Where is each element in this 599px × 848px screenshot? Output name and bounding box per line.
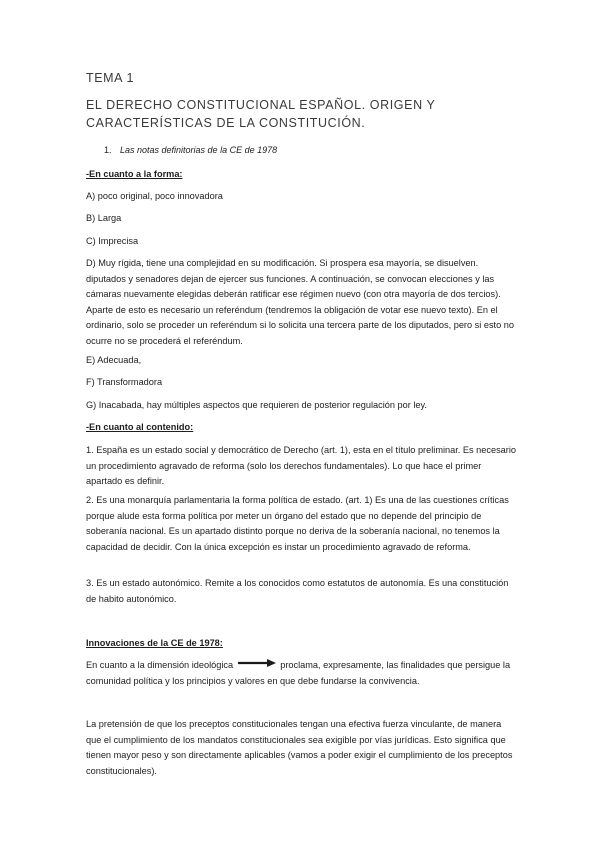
contenido-paragraph-2: 2. Es una monarquía parlamentaria la forma política de estado. (art. 1) Es una de las cuestiones críticas porque alude esta forma política por meter un órgano del estado que no depende del principio de soberanía nacional. Es un apartado distinto porque no deriva de la soberanía nacional, no tenemos la capacidad de decidir. Con la única excepción es instar un procedimiento agravado de reforma. — [86, 495, 509, 552]
forma-item-d: D) Muy rígida, tiene una complejidad en su modificación. Si prospera esa mayoría, se disuelven. diputados y senadores dejan de ejercer sus funciones. A continuación, se convocan elecciones y las cámaras nuevamente elegidas deberán ratificar ese régimen nuevo (con otra mayoría de dos tercios). Aparte de esto es necesario un referéndum (tendremos la obligación de votar ese nuevo texto). En el ordinario, solo se proceder un referéndum si lo solicita una tercera parte de los diputados, pero si esto no ocurre no se procederá el referéndum. — [86, 258, 514, 346]
right-arrow-icon — [237, 658, 277, 674]
forma-item-e: E) Adecuada, — [86, 355, 142, 365]
forma-item-c: C) Imprecisa — [86, 236, 139, 246]
innovaciones-p1-after: proclama, expresamente, las finalidades que persigue la comunidad política y los principios y valores en que debe fundarse la convivencia. — [86, 660, 511, 686]
innovaciones-paragraph-1 — [86, 658, 516, 689]
innovaciones-heading — [86, 636, 516, 652]
contenido-paragraph-1: 1. España es un estado social y democrático de Derecho (art. 1), esta en el título preliminar. Es necesario un procedimiento agravado de reforma (solo los derechos fundamentales). Lo que hace el primer apartado es definir. — [86, 445, 516, 487]
forma-item-b: B) Larga — [86, 213, 122, 223]
title-line-1: EL DERECHO CONSTITUCIONAL ESPAÑOL. ORIGEN Y — [86, 98, 436, 112]
numbered-item-text: Las notas definitorias de la CE de 1978 — [120, 145, 278, 155]
innovaciones-p1-before: En cuanto a la dimensión ideológica — [86, 660, 234, 671]
innovaciones-heading-text: Innovaciones de la CE de 1978: — [86, 638, 223, 648]
contenido-heading — [86, 420, 516, 436]
numbered-item — [104, 145, 277, 155]
tema-label: TEMA 1 — [86, 71, 135, 85]
page-title — [86, 96, 526, 132]
forma-item-g: G) Inacabada, hay múltiples aspectos que requieren de posterior regulación por ley. — [86, 400, 427, 410]
innovaciones-paragraph-2: La pretensión de que los preceptos constitucionales tengan una efectiva fuerza vinculante, de manera que el cumplimiento de los mandatos constitucionales sea exigible por vías jurídicas. Esto significa que tienen mayor peso y son directamente aplicables (vamos a poder exigir el cumplimiento de los preceptos constitucionales). — [86, 719, 513, 776]
contenido-paragraph-3: 3. Es un estado autonómico. Remite a los conocidos como estatutos de autonomía. Es una constitución de habito autonómico. — [86, 578, 509, 604]
contenido-heading-text: -En cuanto al contenido: — [86, 422, 194, 432]
forma-item-a: A) poco original, poco innovadora — [86, 191, 223, 201]
forma-item-f: F) Transformadora — [86, 377, 163, 387]
forma-heading-text: -En cuanto a la forma: — [86, 169, 183, 179]
forma-heading — [86, 167, 516, 183]
numbered-item-number: 1. — [104, 145, 112, 155]
title-line-2: CARACTERÍSTICAS DE LA CONSTITUCIÓN. — [86, 116, 366, 130]
